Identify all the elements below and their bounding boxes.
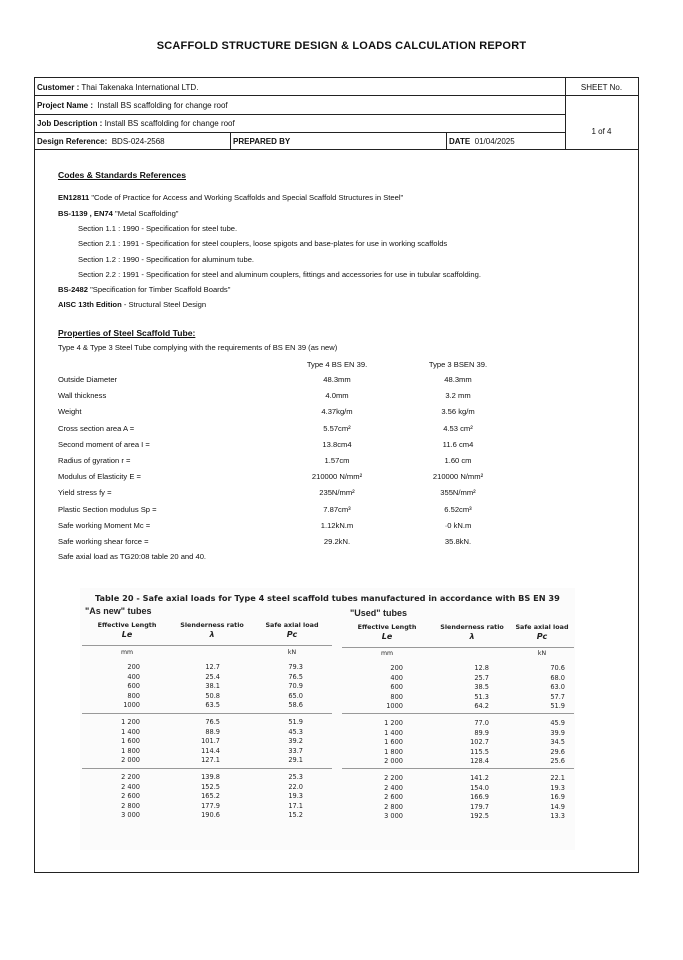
table-rule	[82, 645, 332, 646]
report-title: SCAFFOLD STRUCTURE DESIGN & LOADS CALCULATION REPORT	[156, 40, 527, 52]
table-cell: 45.3	[288, 727, 303, 736]
table-rule	[82, 768, 332, 769]
used-title: "Used" tubes	[350, 608, 408, 618]
table-cell: 1000	[123, 701, 140, 710]
table-cell: 2 200	[384, 774, 403, 782]
table-cell: 141.2	[470, 774, 489, 782]
table-cell: 2 800	[384, 802, 403, 811]
property-value: 7.87cm³	[323, 504, 351, 514]
code-reference-line: Section 2.1 : 1991 - Specification for steel couplers, loose spigots and base-plates for use in working scaffolds	[78, 239, 448, 248]
property-label: Safe working shear force =	[58, 537, 149, 546]
table-cell: 89.9	[474, 728, 489, 737]
table-cell: 1000	[386, 702, 403, 711]
table-rule	[342, 647, 574, 648]
table-cell: 400	[127, 672, 140, 681]
table-cell: 70.6	[550, 664, 565, 672]
property-row	[0, 407, 683, 421]
table-cell: 14.9	[550, 802, 565, 811]
code-reference-line: AISC 13th Edition - Structural Steel Design	[58, 300, 207, 309]
table-cell: 51.9	[550, 702, 565, 711]
property-row	[0, 456, 683, 470]
properties-intro: Type 4 & Type 3 Steel Tube complying with the requirements of BS EN 39 (as new)	[58, 343, 338, 352]
col-header-length: Effective Length	[97, 621, 157, 629]
table-20	[80, 588, 575, 850]
table-cell: 17.1	[288, 801, 303, 810]
table-cell: 22.1	[550, 774, 565, 782]
sheet-value: 1 of 4	[591, 127, 612, 136]
customer-row: Customer : Thai Takenaka International LTD.	[37, 83, 199, 92]
job-row: Job Description : Install BS scaffolding for change roof	[37, 119, 235, 128]
table-cell: 39.9	[550, 728, 565, 737]
table-cell: 16.9	[550, 793, 565, 802]
as-new-title: "As new" tubes	[85, 606, 152, 616]
table-cell: 77.0	[474, 719, 489, 727]
col-header-load: Safe axial load	[515, 623, 569, 631]
table-cell: 1 800	[384, 747, 403, 756]
table-cell: 1 600	[384, 738, 403, 747]
properties-heading: Properties of Steel Scaffold Tube:	[58, 328, 196, 338]
property-value: 1.12kN.m	[320, 520, 354, 530]
property-value: 5.57cm²	[323, 423, 351, 433]
property-label: Safe working Moment Mc =	[58, 520, 151, 530]
property-value: ·0 kN.m	[444, 520, 472, 530]
table-cell: 19.3	[288, 792, 303, 801]
unit-kn: kN	[287, 649, 297, 656]
table-cell: 179.7	[470, 802, 489, 811]
table-cell: 88.9	[205, 727, 220, 736]
property-row	[0, 537, 683, 551]
table-cell: 29.1	[288, 756, 303, 765]
property-row	[0, 375, 683, 389]
table-cell: 2 200	[121, 773, 140, 781]
table-cell: 800	[390, 692, 403, 701]
table-cell: 165.2	[201, 792, 220, 801]
symbol-length: Le	[381, 632, 393, 641]
table-cell: 76.5	[205, 718, 220, 726]
table-cell: 190.6	[201, 811, 220, 820]
properties-footer: Safe axial load as TG20:08 table 20 and 40.	[58, 552, 207, 561]
table-cell: 38.5	[474, 683, 489, 692]
table-cell: 600	[390, 683, 403, 692]
property-value: 1.57cm	[324, 456, 350, 465]
table-cell: 600	[127, 682, 140, 691]
table-cell: 139.8	[201, 773, 220, 781]
table-cell: 2 600	[384, 793, 403, 802]
property-value: 210000 N/mm²	[432, 472, 484, 482]
table-rule	[82, 713, 332, 714]
table-cell: 101.7	[201, 737, 220, 746]
table-cell: 400	[390, 673, 403, 682]
table-cell: 200	[127, 663, 140, 671]
symbol-slenderness: λ	[469, 632, 475, 641]
table-cell: 2 800	[121, 801, 140, 810]
property-value: 11.6 cm4	[442, 439, 474, 449]
property-label: Yield stress fy =	[58, 488, 112, 498]
table-cell: 1 400	[384, 728, 403, 737]
table-cell: 177.9	[201, 801, 220, 810]
table-rule	[342, 768, 574, 769]
table-cell: 2 600	[121, 792, 140, 801]
project-row: Project Name : Install BS scaffolding for change roof	[37, 101, 228, 110]
prepared-by-label: PREPARED BY	[233, 137, 291, 146]
symbol-load: Pc	[536, 632, 548, 641]
table-cell: 57.7	[550, 692, 565, 701]
table-cell: 50.8	[205, 691, 220, 700]
unit-mm: mm	[380, 650, 394, 657]
col-header-slenderness: Slenderness ratio	[180, 621, 244, 629]
col-header-load: Safe axial load	[265, 621, 319, 629]
property-value: 3.2 mm	[445, 391, 471, 401]
property-row	[0, 472, 683, 486]
design-ref-row: Design Reference: BDS-024-2568	[37, 137, 165, 146]
code-reference-line: Section 1.2 : 1990 - Specification for aluminum tube.	[78, 255, 255, 264]
table-cell: 152.5	[201, 782, 220, 791]
code-reference-line: BS-1139 , EN74 "Metal Scaffolding"	[58, 209, 179, 218]
property-row	[0, 505, 683, 519]
code-reference-line: BS-2482 "Specification for Timber Scaffold Boards"	[58, 285, 231, 294]
property-label: Outside Diameter	[58, 375, 118, 384]
table-cell: 2 000	[384, 757, 403, 766]
table-cell: 12.8	[474, 664, 489, 672]
unit-kn: kN	[537, 650, 547, 657]
property-label: Cross section area A =	[58, 423, 135, 433]
table-cell: 79.3	[288, 663, 303, 671]
code-reference-line: Section 2.2 : 1991 - Specification for steel and aluminum couplers, fittings and accessories for use in tubular scaffolding.	[78, 270, 481, 279]
divider	[446, 132, 447, 149]
table-cell: 800	[127, 691, 140, 700]
col-header-slenderness: Slenderness ratio	[440, 623, 504, 631]
property-value: 4.0mm	[325, 391, 349, 401]
table-cell: 13.3	[550, 812, 565, 821]
table-cell: 2 400	[384, 783, 403, 792]
table-cell: 1 200	[384, 719, 403, 727]
property-value: 355N/mm²	[440, 488, 476, 498]
table-cell: 192.5	[470, 812, 489, 821]
unit-mm: mm	[120, 649, 134, 656]
table-cell: 58.6	[288, 701, 303, 710]
col-type4-header: Type 4 BS EN 39.	[306, 360, 368, 369]
property-value: 235N/mm²	[319, 488, 355, 498]
code-reference-line: EN12811 "Code of Practice for Access and Working Scaffolds and Special Scaffold Structures in Steel"	[58, 193, 404, 202]
property-value: 1.60 cm	[444, 456, 472, 465]
table-cell: 34.5	[550, 738, 565, 747]
property-value: 35.8kN.	[444, 537, 472, 546]
table-cell: 63.5	[205, 701, 220, 710]
divider	[35, 95, 565, 96]
property-value: 6.52cm³	[444, 504, 472, 514]
table-cell: 115.5	[470, 747, 489, 756]
symbol-slenderness: λ	[209, 630, 215, 639]
symbol-load: Pc	[286, 630, 298, 639]
property-row	[0, 488, 683, 502]
table-cell: 64.2	[474, 702, 489, 711]
property-label: Wall thickness	[58, 391, 107, 401]
property-value: 29.2kN.	[323, 537, 351, 546]
property-row	[0, 391, 683, 405]
col-header-length: Effective Length	[357, 623, 417, 631]
table-cell: 2 000	[121, 756, 140, 765]
table-cell: 12.7	[205, 663, 220, 671]
table-cell: 33.7	[288, 746, 303, 755]
table-cell: 1 400	[121, 727, 140, 736]
table-cell: 1 200	[121, 718, 140, 726]
table-cell: 25.7	[474, 673, 489, 682]
table-cell: 76.5	[288, 672, 303, 681]
divider	[230, 132, 231, 149]
property-value: 48.3mm	[323, 375, 351, 384]
property-label: Radius of gyration r =	[58, 456, 131, 465]
table-caption: Table 20 - Safe axial loads for Type 4 steel scaffold tubes manufactured in accordance with BS EN 39	[95, 593, 560, 603]
table-cell: 63.0	[550, 683, 565, 692]
divider	[35, 132, 565, 133]
property-value: 210000 N/mm²	[311, 472, 363, 482]
table-cell: 70.9	[288, 682, 303, 691]
property-row	[0, 440, 683, 454]
table-cell: 19.3	[550, 783, 565, 792]
property-value: 4.53 cm²	[443, 423, 473, 433]
table-cell: 39.2	[288, 737, 303, 746]
date-row: DATE 01/04/2025	[449, 137, 515, 146]
divider	[35, 149, 638, 150]
table-cell: 127.1	[201, 756, 220, 765]
table-rule	[342, 713, 574, 714]
table-cell: 154.0	[470, 783, 489, 792]
sheet-no-label: SHEET No.	[580, 83, 623, 92]
table-cell: 45.9	[550, 719, 565, 727]
table-cell: 1 800	[121, 746, 140, 755]
table-cell: 114.4	[201, 746, 220, 755]
table-cell: 25.6	[550, 757, 565, 766]
property-value: 13.8cm4	[322, 439, 352, 449]
property-label: Plastic Section modulus Sp =	[58, 504, 157, 514]
col-type3-header: Type 3 BSEN 39.	[428, 360, 488, 369]
table-cell: 25.3	[288, 773, 303, 781]
property-value: 48.3mm	[444, 375, 472, 384]
table-cell: 3 000	[121, 811, 140, 820]
property-label: Modulus of Elasticity E =	[58, 472, 141, 482]
property-label: Second moment of area I =	[58, 439, 150, 449]
table-cell: 65.0	[288, 691, 303, 700]
table-cell: 15.2	[288, 811, 303, 820]
code-reference-line: Section 1.1 : 1990 - Specification for steel tube.	[78, 224, 238, 233]
divider	[35, 114, 565, 115]
table-cell: 2 400	[121, 782, 140, 791]
table-cell: 102.7	[470, 738, 489, 747]
table-cell: 29.6	[550, 747, 565, 756]
table-cell: 3 000	[384, 812, 403, 821]
symbol-length: Le	[121, 630, 133, 639]
property-value: 3.56 kg/m	[441, 407, 475, 417]
divider	[565, 95, 638, 96]
property-value: 4.37kg/m	[321, 407, 353, 417]
table-cell: 200	[390, 664, 403, 672]
codes-heading: Codes & Standards References	[58, 170, 186, 180]
table-cell: 51.3	[474, 692, 489, 701]
table-cell: 1 600	[121, 737, 140, 746]
property-label: Weight	[58, 407, 82, 417]
table-cell: 68.0	[550, 673, 565, 682]
table-cell: 22.0	[288, 782, 303, 791]
property-row	[0, 424, 683, 438]
table-cell: 51.9	[288, 718, 303, 726]
table-cell: 25.4	[205, 672, 220, 681]
table-cell: 128.4	[470, 757, 489, 766]
property-row	[0, 521, 683, 535]
table-cell: 166.9	[470, 793, 489, 802]
table-cell: 38.1	[205, 682, 220, 691]
